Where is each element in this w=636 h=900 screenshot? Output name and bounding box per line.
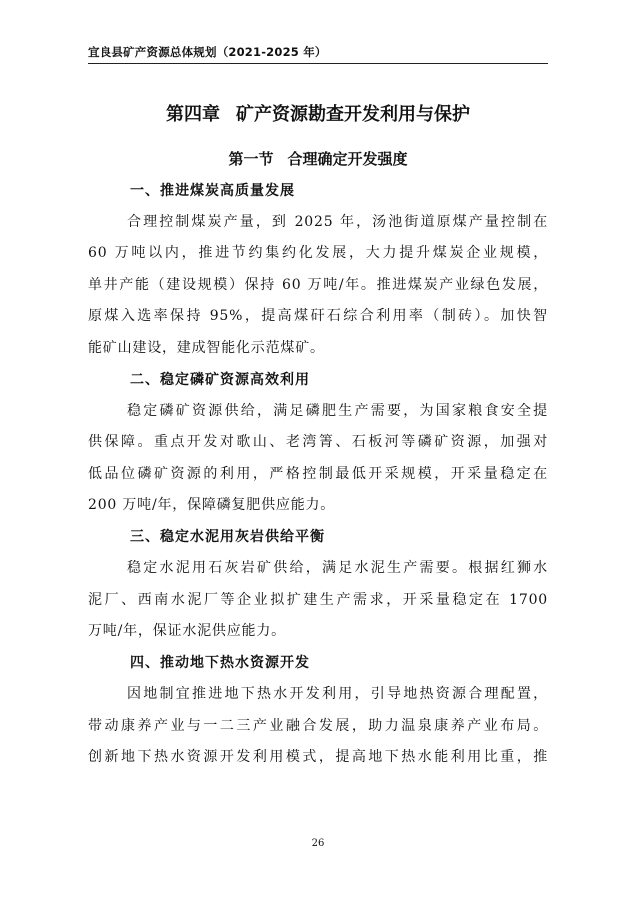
paragraph-line: 供保障。重点开发对歌山、老湾箐、石板河等磷矿资源，加强对 bbox=[88, 434, 548, 450]
paragraph-line: 200 万吨/年，保障磷复肥供应能力。 bbox=[88, 497, 336, 513]
subsection-heading: 四、推动地下热水资源开发 bbox=[130, 655, 310, 671]
paragraph-line: 60 万吨以内，推进节约集约化发展，大力提升煤炭企业规模， bbox=[88, 245, 548, 261]
chapter-title bbox=[0, 100, 636, 126]
paragraph-line: 稳定水泥用石灰岩矿供给，满足水泥生产需要。根据红狮水 bbox=[127, 560, 548, 576]
paragraph-line: 因地制宜推进地下热水开发利用，引导地热资源合理配置， bbox=[127, 686, 548, 702]
paragraph-line: 稳定磷矿资源供给，满足磷肥生产需要，为国家粮食安全提 bbox=[127, 403, 548, 419]
paragraph-line: 低品位磷矿资源的利用，严格控制最低开采规模，开采量稳定在 bbox=[88, 466, 548, 482]
subsection-heading: 一、推进煤炭高质量发展 bbox=[130, 183, 295, 199]
paragraph-line: 泥厂、西南水泥厂等企业拟扩建生产需求，开采量稳定在 1700 bbox=[88, 592, 548, 608]
header-rule bbox=[88, 63, 548, 64]
page-number: 26 bbox=[311, 838, 325, 849]
chapter-name: 矿产资源勘查开发利用与保护 bbox=[236, 104, 470, 125]
subsection-heading: 三、稳定水泥用灰岩供给平衡 bbox=[130, 529, 325, 545]
section-name: 合理确定开发强度 bbox=[287, 150, 408, 168]
paragraph-line: 原煤入选率保持 95%，提高煤矸石综合利用率（制砖）。加快智 bbox=[88, 308, 548, 324]
paragraph-line: 万吨/年，保证水泥供应能力。 bbox=[88, 623, 286, 639]
section-number: 第一节 bbox=[228, 150, 274, 168]
header-title: 宜良县矿产资源总体规划（2021-2025 年） bbox=[88, 45, 327, 59]
section-title bbox=[0, 148, 636, 169]
paragraph-line: 带动康养产业与一二三产业融合发展，助力温泉康养产业布局。 bbox=[88, 718, 548, 734]
paragraph-line: 创新地下热水资源开发利用模式，提高地下热水能利用比重，推 bbox=[88, 749, 548, 765]
paragraph-line: 合理控制煤炭产量，到 2025 年，汤池街道原煤产量控制在 bbox=[127, 214, 548, 230]
paragraph-line: 能矿山建设，建成智能化示范煤矿。 bbox=[88, 340, 325, 356]
chapter-number: 第四章 bbox=[166, 104, 220, 125]
subsection-heading: 二、稳定磷矿资源高效利用 bbox=[130, 372, 310, 388]
paragraph-line: 单井产能（建设规模）保持 60 万吨/年。推进煤炭产业绿色发展， bbox=[88, 277, 548, 293]
